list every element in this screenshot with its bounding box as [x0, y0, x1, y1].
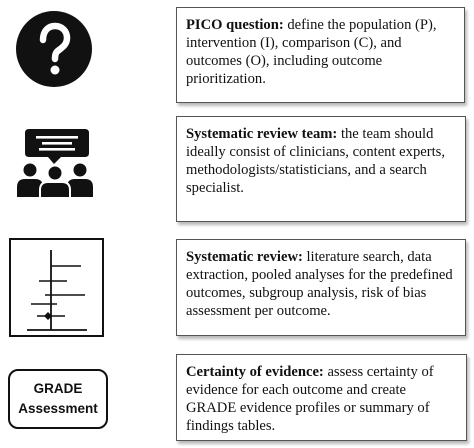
step-certainty-box	[176, 354, 467, 441]
step-text: the team should ideally consist of clinicians, content experts, methodologists/statisticians, and a search specialist.	[186, 126, 445, 196]
step-text: assess certainty of evidence for each outcome and create GRADE evidence profiles or summary of findings tables.	[186, 364, 434, 434]
grade-assessment-icon	[8, 369, 108, 429]
step-text: literature search, data extraction, pooled analyses for the predefined outcomes, subgroup analysis, risk of bias assessment per outcome.	[186, 249, 453, 319]
question-mark-icon	[14, 9, 94, 89]
grade-line-2: Assessment	[18, 401, 98, 416]
step-title: Certainty of evidence:	[186, 364, 324, 380]
step-title: PICO question:	[186, 17, 284, 33]
step-review-box	[176, 239, 466, 336]
step-title: Systematic review:	[186, 249, 303, 265]
step-pico-box	[176, 7, 465, 103]
forest-plot-icon	[9, 238, 105, 338]
step-text: define the population (P), intervention (I), comparison (C), and outcomes (O), including outcome prioritization.	[186, 17, 437, 87]
step-title: Systematic review team:	[186, 126, 338, 142]
grade-line-1: GRADE	[33, 381, 83, 396]
team-meeting-icon	[15, 127, 95, 199]
step-team-box	[176, 116, 466, 222]
